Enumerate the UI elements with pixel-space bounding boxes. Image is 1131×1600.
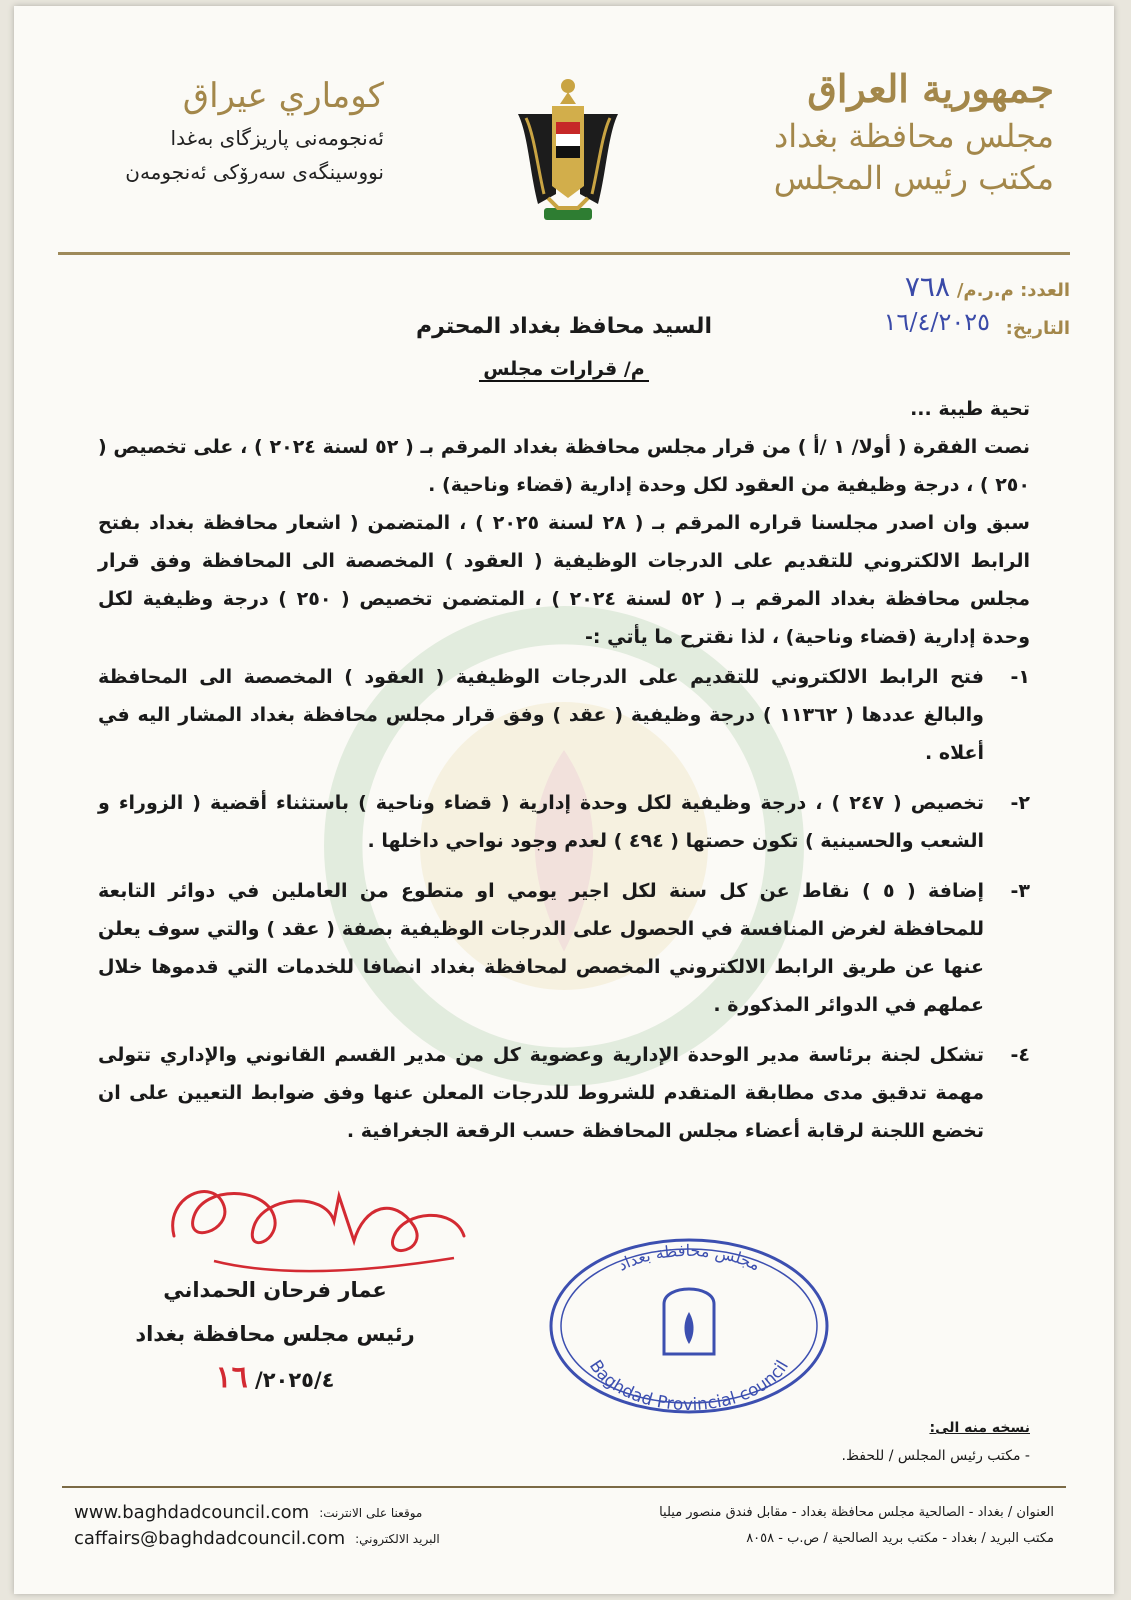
signature-date-printed: ٢٠٢٥/٤/ bbox=[255, 1368, 335, 1392]
council-title: مجلس محافظة بغداد bbox=[773, 117, 1054, 155]
item-text: إضافة ( ٥ ) نقاط عن كل سنة لكل اجير يومي او متطوع من العاملين في دوائر التابعة للمحافظة لغرض المنافسة في الحصول على الدرجات الوظيفية بصفة ( عقد ) والتي سوف يعلن عنها عن طريق الرابط الالكتروني المخصص لمحافظة بغداد انصافا للخدمات التي قدموها خلال عملهم في الدوائر المذكورة . bbox=[98, 880, 984, 1016]
kurdish-republic-title: كوماري عيراق bbox=[182, 76, 384, 116]
signatory-title: رئيس مجلس محافظة بغداد bbox=[135, 1322, 415, 1346]
header-divider bbox=[58, 252, 1070, 255]
item-number: ٣- bbox=[1010, 880, 1030, 902]
email-link[interactable]: caffairs@baghdadcouncil.com bbox=[74, 1528, 346, 1549]
signature-date bbox=[110, 1356, 440, 1402]
ref-number-value: ٧٦٨ bbox=[904, 270, 950, 303]
office-title: مكتب رئيس المجلس bbox=[773, 159, 1054, 197]
item-number: ٤- bbox=[1010, 1044, 1030, 1066]
list-item bbox=[98, 784, 1030, 860]
footer-address-line: العنوان / بغداد - الصالحية مجلس محافظة بغداد - مقابل فندق منصور ميليا bbox=[659, 1505, 1054, 1520]
svg-text:Baghdad Provincial council bbox=[585, 1357, 793, 1415]
list-item bbox=[98, 872, 1030, 1024]
proposal-list bbox=[98, 658, 1030, 1162]
footer-contacts bbox=[74, 1500, 440, 1552]
subject-text: م/ قرارات مجلس bbox=[479, 358, 648, 382]
list-item bbox=[98, 658, 1030, 772]
official-seal bbox=[544, 1234, 834, 1419]
ref-number-label: العدد: م.ر.م/ bbox=[956, 280, 1070, 301]
seal-arabic-text: مجلس محافظة بغداد bbox=[614, 1240, 764, 1275]
paragraph-1: نصت الفقرة ( أولا/ ١ /أ ) من قرار مجلس محافظة بغداد المرقم بـ ( ٥٢ لسنة ٢٠٢٤ ) ، على تخصيص ( ٢٥٠ ) ، درجة وظيفية من العقود لكل وحدة إدارية (قضاء وناحية) . bbox=[98, 436, 1031, 496]
kurdish-council-title: ئەنجومەنی پاریزگای بەغدا bbox=[170, 126, 384, 150]
kurdish-office-title: نووسینگەی سەرۆکی ئەنجومەن bbox=[125, 160, 384, 184]
letter-body bbox=[98, 390, 1030, 656]
letter-page bbox=[14, 6, 1114, 1594]
copy-to-item: - مكتب رئيس المجلس / للحفظ. bbox=[842, 1448, 1031, 1464]
copy-to-block bbox=[842, 1420, 1031, 1464]
subject-line bbox=[14, 358, 1114, 380]
email-label: البريد الالكتروني: bbox=[355, 1532, 440, 1546]
addressee: السيد محافظ بغداد المحترم bbox=[416, 314, 712, 339]
greeting: تحية طيبة ... bbox=[910, 398, 1030, 420]
header-right bbox=[774, 66, 1054, 197]
website-link[interactable]: www.baghdadcouncil.com bbox=[74, 1502, 310, 1523]
list-item bbox=[98, 1036, 1030, 1150]
website-label: موقعنا على الانترنت: bbox=[319, 1506, 423, 1520]
paragraph-2: سبق وان اصدر مجلسنا قراره المرقم بـ ( ٢٨ لسنة ٢٠٢٥ ) ، المتضمن ( اشعار محافظة بغداد بفتح الرابط الالكتروني للتقديم على الدرجات الوظيفية ( العقود ) المخصصة الى المحافظة وفق قرار مجلس محافظة بغداد المرقم بـ ( ٥٢ لسنة ٢٠٢٤ ) ، المتضمن تخصيص ( ٢٥٠ ) درجة وظيفية لكل وحدة إدارية (قضاء وناحية) ، لذا نقترح ما يأتي :- bbox=[98, 512, 1031, 648]
item-text: تشكل لجنة برئاسة مدير الوحدة الإدارية وعضوية كل من مدير القسم القانوني والإداري تتولى مهمة تدقيق مدى مطابقة المتقدم للشروط للدرجات المعلن عنها وفق ضوابط التعيين على ان تخضع اللجنة لرقابة أعضاء مجلس المحافظة حسب الرقعة الجغرافية . bbox=[98, 1044, 984, 1142]
footer-po-box: مكتب البريد / بغداد - مكتب بريد الصالحية / ص.ب - ٨٠٥٨ bbox=[746, 1531, 1054, 1546]
signature-block bbox=[110, 1268, 440, 1402]
signatory-name: عمار فرحان الحمداني bbox=[163, 1278, 387, 1302]
ref-date-label: التاريخ: bbox=[1005, 318, 1070, 339]
footer-address bbox=[659, 1500, 1054, 1552]
iraq-eagle-emblem-icon bbox=[508, 74, 628, 234]
copy-to-title: نسخه منه الى: bbox=[929, 1420, 1030, 1436]
seal-english-text: Baghdad Provincial council bbox=[584, 1356, 794, 1416]
footer-divider bbox=[62, 1486, 1066, 1488]
ref-date-value: ١٦/٤/٢٠٢٥ bbox=[883, 308, 990, 336]
item-number: ٢- bbox=[1010, 792, 1030, 814]
signature-date-handwritten: ١٦ bbox=[215, 1360, 248, 1395]
item-text: تخصيص ( ٢٤٧ ) ، درجة وظيفية لكل وحدة إدارية ( قضاء وناحية ) باستثناء أقضية ( الزوراء و الشعب والحسينية ) تكون حصتها ( ٤٩٤ ) لعدم وجود نواحي داخلها . bbox=[98, 792, 984, 852]
republic-title: جمهورية العراق bbox=[807, 66, 1054, 111]
header-left bbox=[74, 76, 384, 184]
item-text: فتح الرابط الالكتروني للتقديم على الدرجات الوظيفية ( العقود ) المخصصة الى المحافظة والبالغ عددها ( ١١٣٦٢ ) درجة وظيفية ( عقد ) وفق قرار مجلس محافظة بغداد المشار اليه في أعلاه . bbox=[98, 666, 984, 764]
item-number: ١- bbox=[1010, 666, 1030, 688]
